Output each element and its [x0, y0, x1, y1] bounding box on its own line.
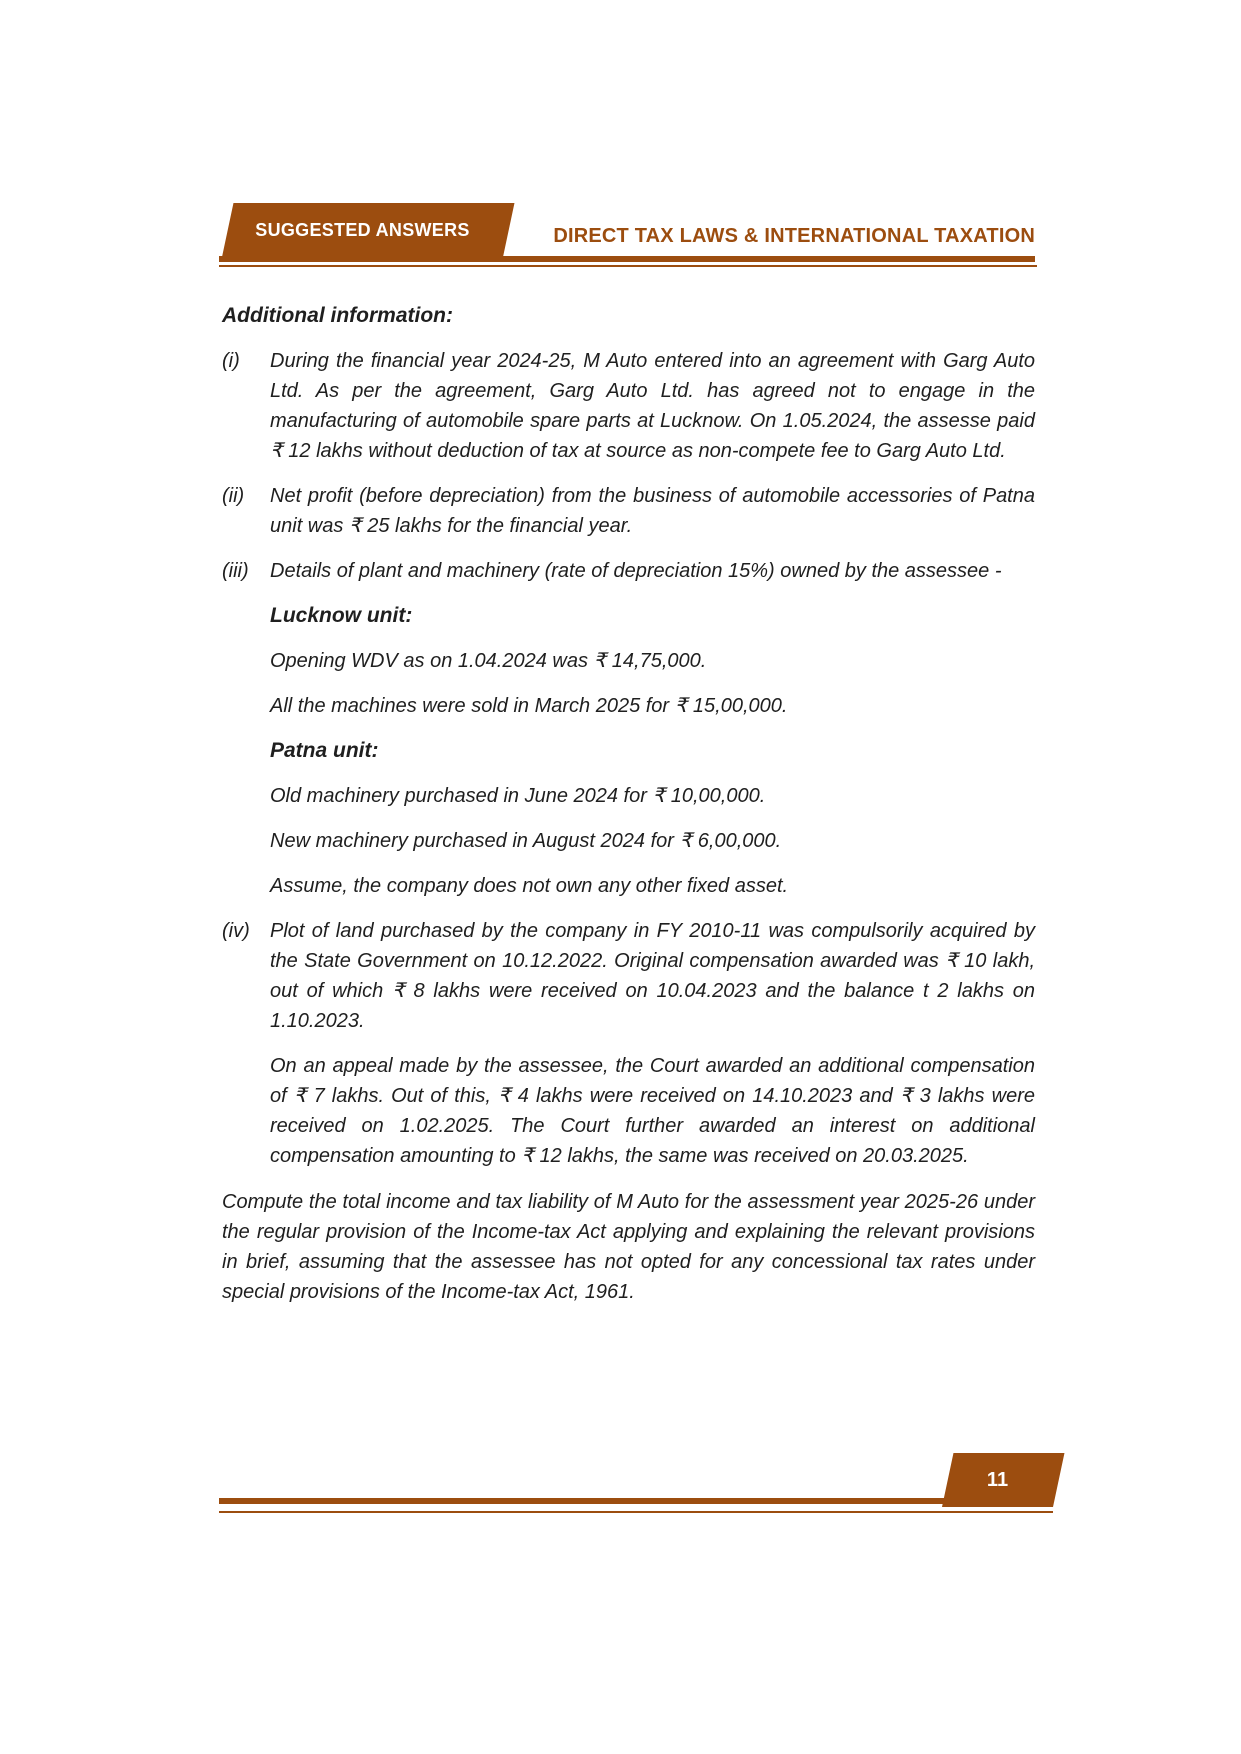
- detail-line: Opening WDV as on 1.04.2024 was ₹ 14,75,000.: [270, 650, 707, 672]
- list-item: [222, 556, 1035, 586]
- detail-line: All the machines were sold in March 2025 for ₹ 15,00,000.: [270, 695, 788, 717]
- page-number-box: [942, 1453, 1053, 1507]
- footer-rule-thin: [219, 1511, 1053, 1513]
- closing-paragraph: Compute the total income and tax liability of M Auto for the assessment year 2025-26 under the regular provision of the Income-tax Act applying and explaining the relevant provisions in brief, assuming that the assessee has not opted for any concessional tax rates under special provisions of the Income-tax Act, 1961.: [222, 1191, 1035, 1303]
- list-item: [222, 916, 1035, 1036]
- list-item-marker: (i): [222, 350, 240, 372]
- header-tab-label: SUGGESTED ANSWERS: [255, 219, 470, 240]
- list-item-text: During the financial year 2024-25, M Auto entered into an agreement with Garg Auto Ltd. As per the agreement, Garg Auto Ltd. has agreed not to engage in the manufacturing of automobile spare parts at Lucknow. On 1.05.2024, the assesse paid ₹ 12 lakhs without deduction of tax at source as non-compete fee to Garg Auto Ltd.: [270, 350, 1035, 462]
- page-number: 11: [986, 1468, 1009, 1491]
- list-item-marker: (iii): [222, 560, 249, 582]
- unit-subheading: Patna unit:: [270, 739, 379, 762]
- section-heading: Additional information:: [222, 304, 453, 327]
- list-item: [222, 481, 1035, 541]
- header-rule-thick: [219, 256, 1035, 262]
- list-item-text: Details of plant and machinery (rate of depreciation 15%) owned by the assessee -: [270, 560, 1002, 582]
- list-item: [222, 346, 1035, 466]
- document-title: DIRECT TAX LAWS & INTERNATIONAL TAXATION: [553, 225, 1035, 247]
- list-item-marker: (iv): [222, 920, 250, 942]
- detail-line: Assume, the company does not own any other fixed asset.: [270, 875, 789, 897]
- list-item-marker: (ii): [222, 485, 245, 507]
- list-item-text: Plot of land purchased by the company in FY 2010-11 was compulsorily acquired by the State Government on 10.12.2022. Original compensation awarded was ₹ 10 lakh, out of which ₹ 8 lakhs were received on 10.04.2023 and the balance t 2 lakhs on 1.10.2023.: [270, 920, 1035, 1032]
- footer-rule-thick: [219, 1498, 946, 1504]
- detail-line: New machinery purchased in August 2024 for ₹ 6,00,000.: [270, 830, 782, 852]
- detail-line: Old machinery purchased in June 2024 for ₹ 10,00,000.: [270, 785, 766, 807]
- header-rule-thin: [219, 265, 1037, 267]
- page-content: [222, 301, 1035, 1307]
- list-item-text: Net profit (before depreciation) from the business of automobile accessories of Patna unit was ₹ 25 lakhs for the financial year.: [270, 485, 1035, 537]
- header-tab: [222, 203, 503, 257]
- detail-paragraph: On an appeal made by the assessee, the Court awarded an additional compensation of ₹ 7 lakhs. Out of this, ₹ 4 lakhs were received on 14.10.2023 and ₹ 3 lakhs were received on 1.02.2025. The Court further awarded an interest on additional compensation amounting to ₹ 12 lakhs, the same was received on 20.03.2025.: [270, 1055, 1035, 1167]
- unit-subheading: Lucknow unit:: [270, 604, 413, 627]
